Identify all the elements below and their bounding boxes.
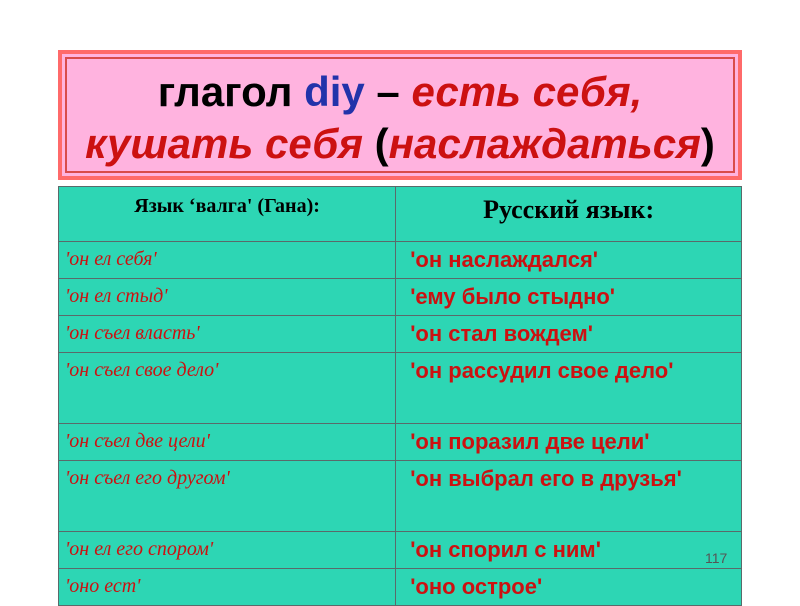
russian-cell: 'он спорил с ним' xyxy=(410,537,601,562)
walga-cell: 'он съел две цели' xyxy=(65,430,210,452)
title-verb-label: глагол xyxy=(157,68,305,115)
walga-cell: 'он ел его спором' xyxy=(65,538,214,560)
header-russian: Русский язык: xyxy=(396,187,742,242)
walga-cell: 'он съел его другом' xyxy=(65,467,230,489)
russian-cell: 'оно острое' xyxy=(410,574,543,599)
title-meaning-3: наслаждаться xyxy=(388,120,701,167)
title-paren-open: ( xyxy=(362,120,389,167)
slide-title xyxy=(58,50,742,180)
translation-table xyxy=(58,186,742,606)
walga-cell: 'он ел стыд' xyxy=(65,285,168,307)
russian-cell: 'он наслаждался' xyxy=(410,247,599,272)
title-meaning-2: кушать себя xyxy=(85,120,363,167)
table-row xyxy=(59,279,742,316)
russian-cell: 'он поразил две цели' xyxy=(410,429,650,454)
title-meaning-1: есть себя, xyxy=(411,68,643,115)
russian-cell: 'он стал вождем' xyxy=(410,321,593,346)
table-row xyxy=(59,316,742,353)
title-verb-word: diy xyxy=(304,68,365,115)
table-header-row xyxy=(59,187,742,242)
header-walga: Язык ‘валга' (Гана): xyxy=(59,187,396,242)
walga-cell: 'оно ест' xyxy=(65,575,141,597)
walga-cell: 'он съел власть' xyxy=(65,322,200,344)
title-dash: – xyxy=(364,68,412,115)
table-row xyxy=(59,424,742,461)
page-number: 117 xyxy=(705,550,728,566)
table-row xyxy=(59,532,742,569)
walga-cell: 'он ел себя' xyxy=(65,248,157,270)
russian-cell: 'ему было стыдно' xyxy=(410,284,616,309)
russian-cell: 'он рассудил свое дело' xyxy=(410,358,674,383)
title-paren-close: ) xyxy=(700,120,715,167)
table-row xyxy=(59,353,742,424)
walga-cell: 'он съел свое дело' xyxy=(65,359,219,381)
table-row xyxy=(59,461,742,532)
table-row xyxy=(59,242,742,279)
russian-cell: 'он выбрал его в друзья' xyxy=(410,466,682,491)
